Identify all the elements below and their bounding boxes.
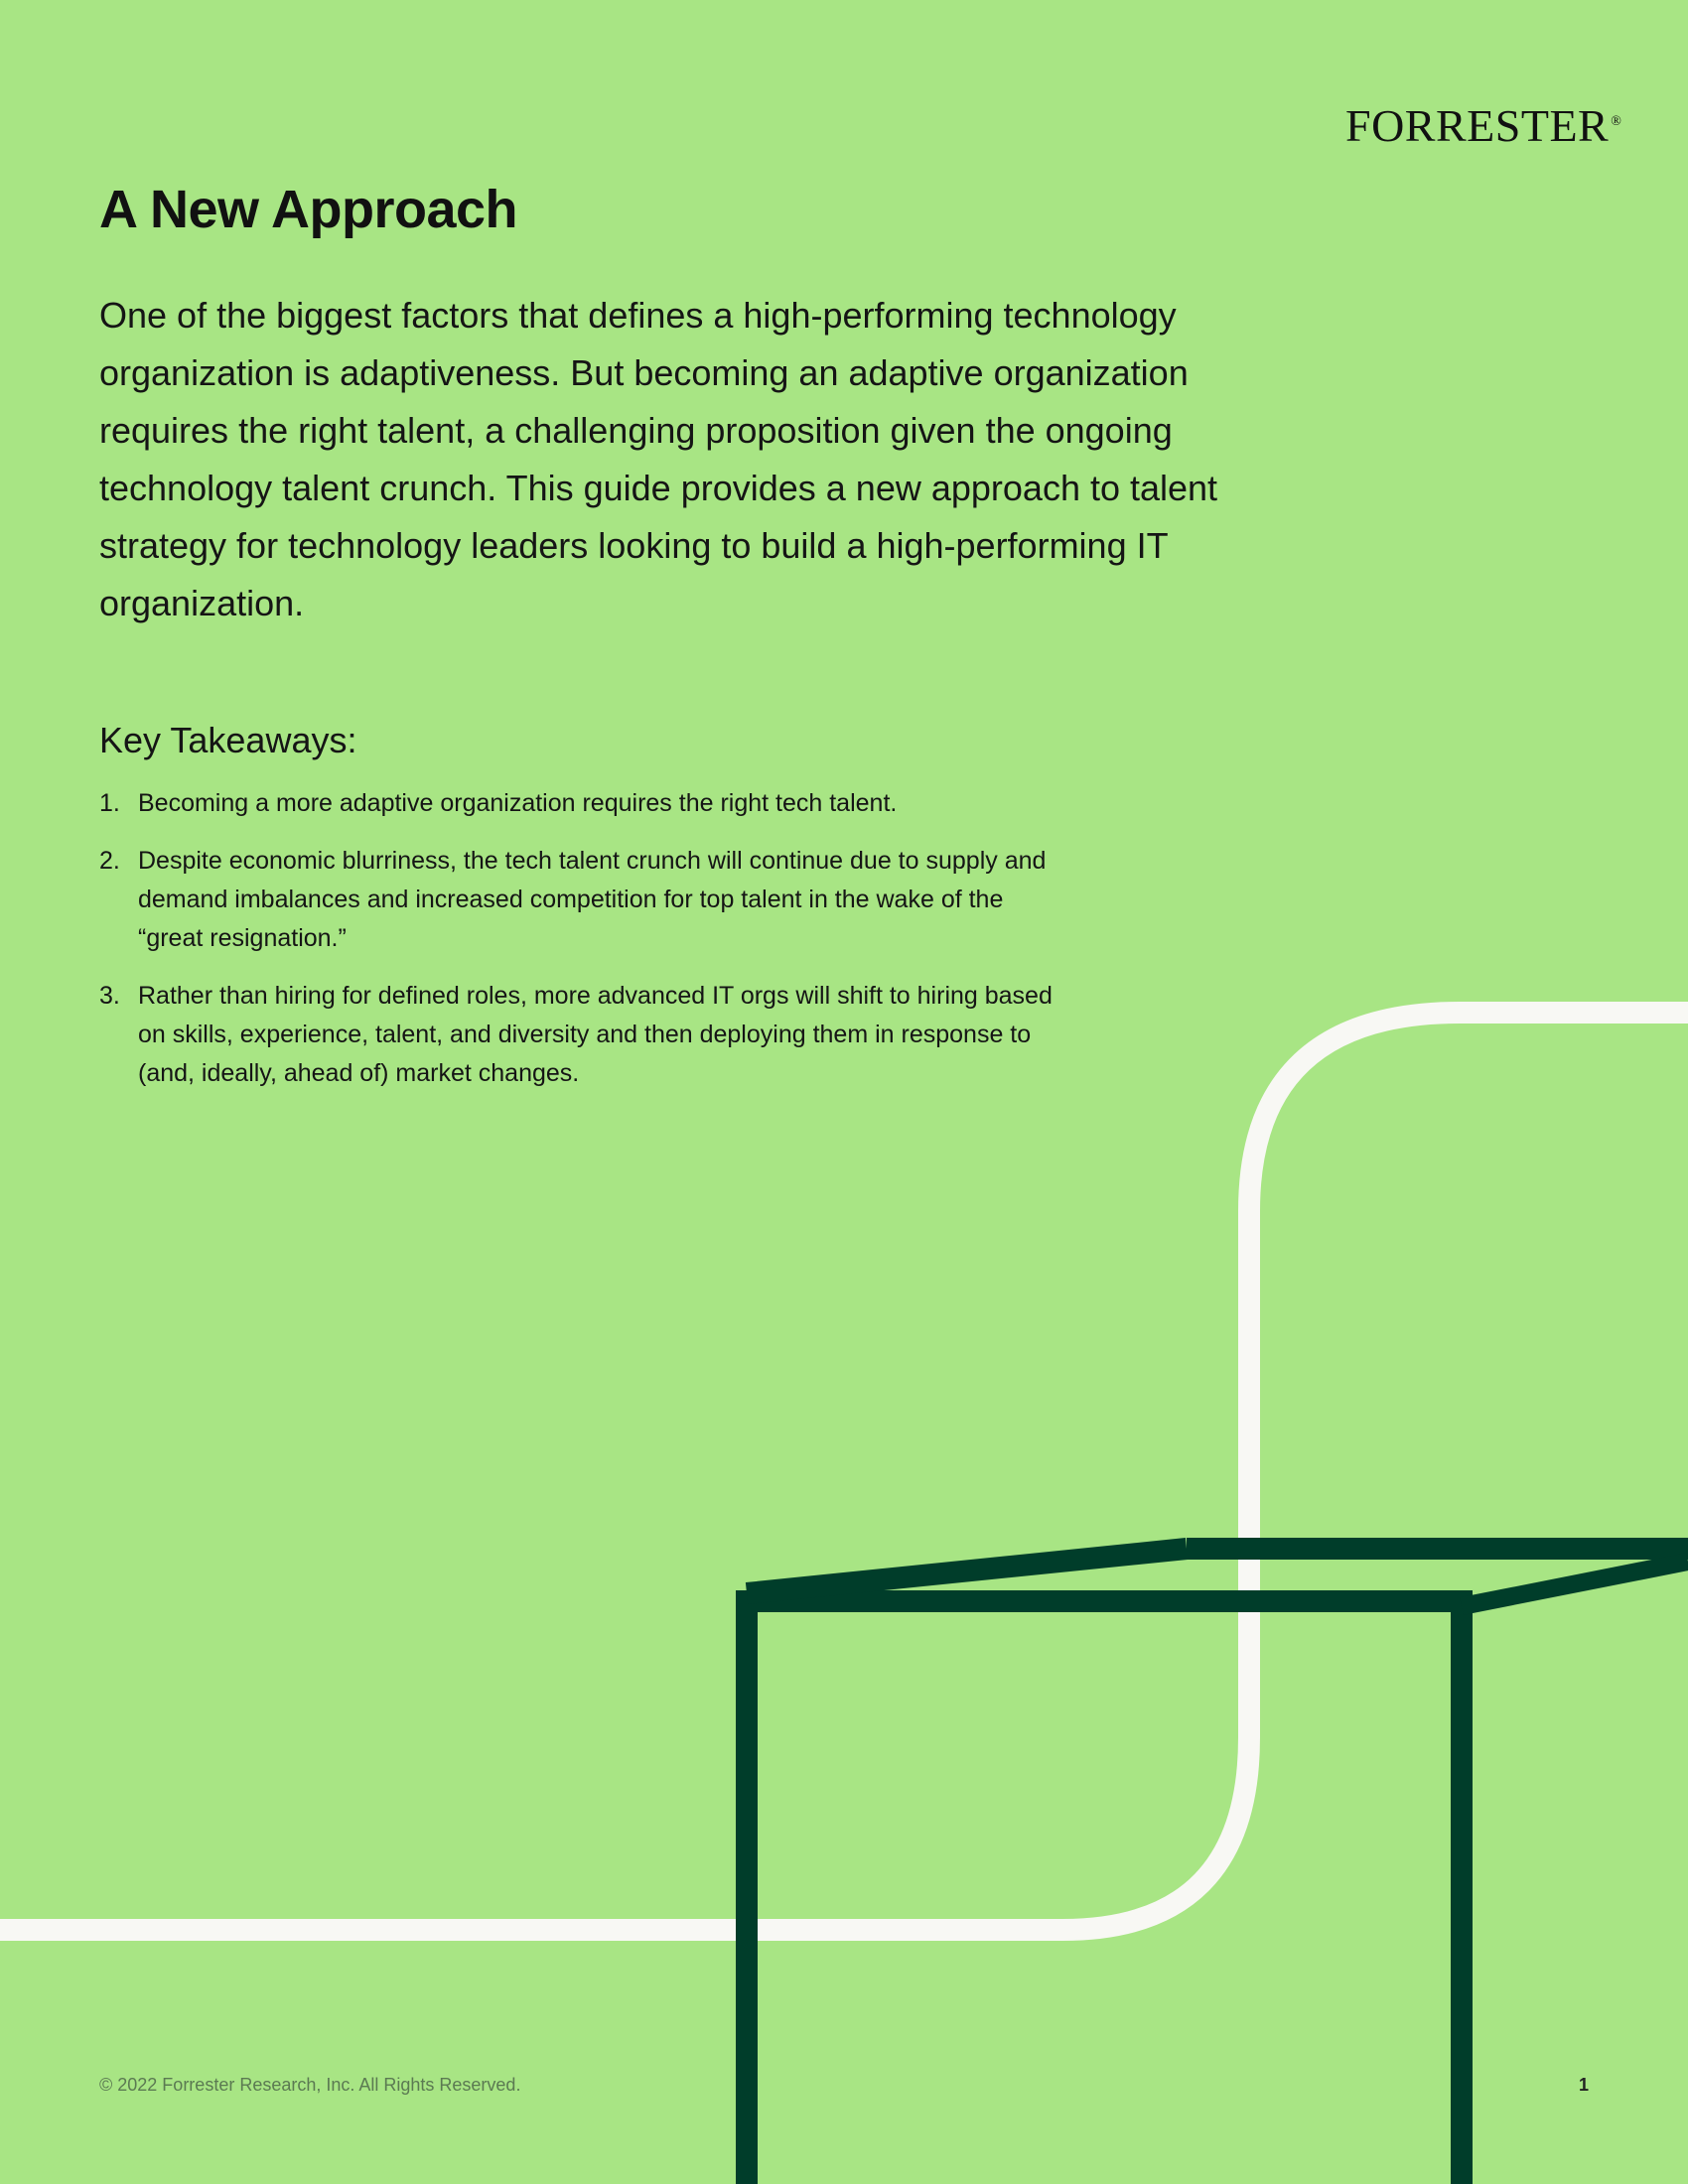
dark-cube-top-right-edge — [1462, 1562, 1688, 1606]
copyright-notice: © 2022 Forrester Research, Inc. All Rights Reserved. — [99, 2075, 521, 2095]
registered-mark-icon: ® — [1611, 113, 1622, 129]
takeaway-number: 1. — [99, 789, 120, 817]
logo-wordmark: FORRESTER — [1345, 100, 1610, 151]
takeaway-text: Rather than hiring for defined roles, more advanced IT orgs will shift to hiring based on skills, experience, talent, and diversity and then deploying them in response to (and, ideally, ahead of) market changes. — [138, 982, 1053, 1087]
dark-cube-front-face — [747, 1601, 1462, 2184]
page-number: 1 — [1579, 2075, 1590, 2095]
takeaway-number: 2. — [99, 847, 120, 875]
dark-cube-top-left-edge — [747, 1549, 1187, 1593]
takeaways-heading: Key Takeaways: — [99, 720, 357, 760]
takeaway-number: 3. — [99, 982, 120, 1010]
takeaway-text: Despite economic blurriness, the tech talent crunch will continue due to supply and demand imbalances and increased competition for top talent in the wake of the “great resignation.” — [138, 847, 1047, 952]
intro-paragraph: One of the biggest factors that defines a high-performing technology organization is adaptiveness. But becoming an adaptive organization requires the right talent, a challenging proposition given the ongoing technology talent crunch. This guide provides a new approach to talent strategy for technology leaders looking to build a high-performing IT organization. — [99, 295, 1218, 623]
takeaway-text: Becoming a more adaptive organization requires the right tech talent. — [138, 789, 898, 817]
page-title: A New Approach — [99, 180, 518, 239]
white-rounded-line — [0, 1013, 1688, 1930]
